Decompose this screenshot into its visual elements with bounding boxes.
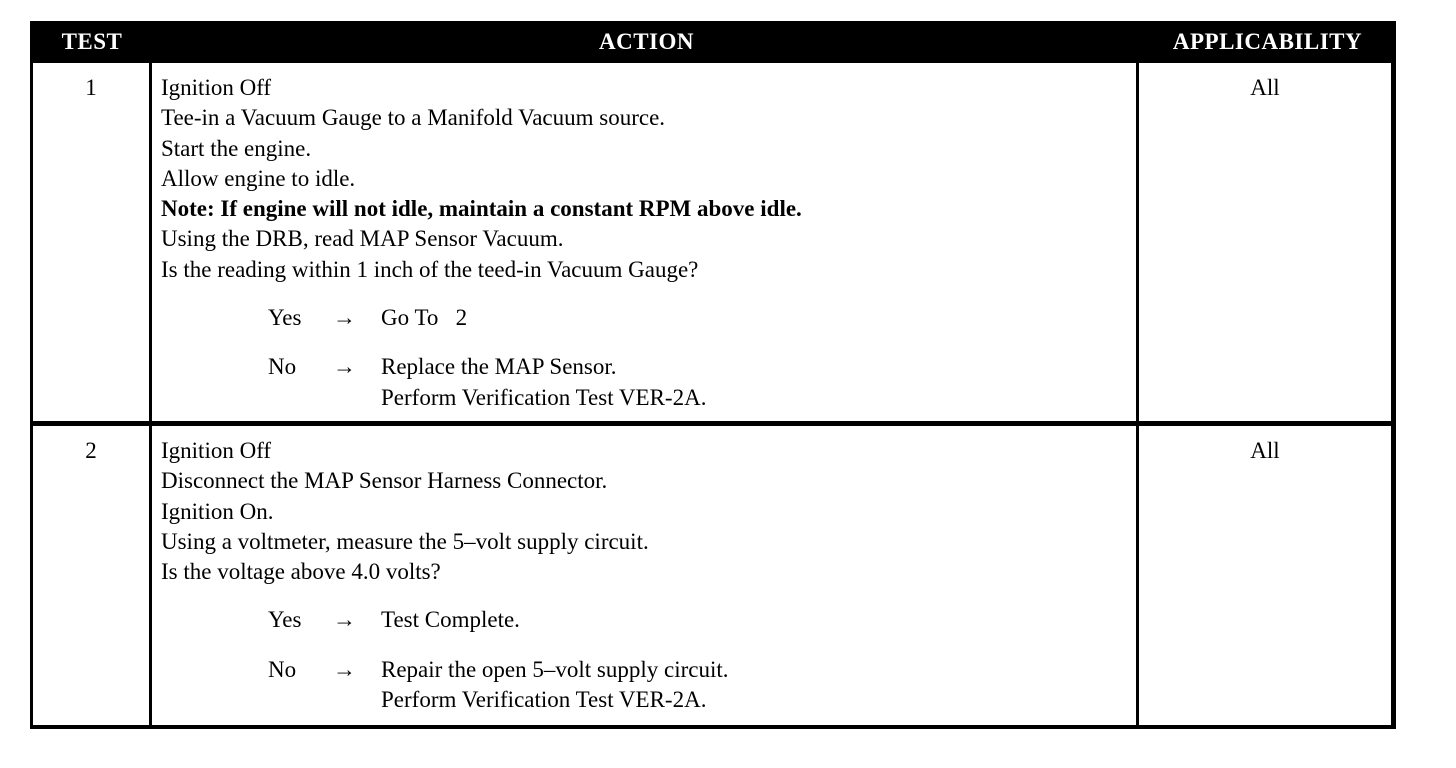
header-action: ACTION [598,29,694,54]
table-header [30,21,1396,62]
action-step: Start the engine. [161,135,312,161]
no-result-verification: Perform Verification Test VER-2A. [381,687,707,713]
action-step: Ignition Off [161,75,272,100]
yes-result: Go To 2 [381,305,468,331]
test-number-cell [33,426,149,725]
action-step: Ignition On. [161,498,274,524]
arrow-icon: → [333,354,356,380]
yes-result: Test Complete. [381,607,520,633]
action-step: Tee-in a Vacuum Gauge to a Manifold Vacuum source. [161,105,666,131]
arrow-icon: → [333,305,356,331]
no-response [161,655,1136,685]
yes-label: Yes [268,305,302,331]
applicability-cell [1139,426,1391,725]
action-step: Using the DRB, read MAP Sensor Vacuum. [161,226,564,252]
no-result: Replace the MAP Sensor. [381,354,617,380]
diagnostic-test-table [30,21,1396,729]
action-step: Ignition Off [161,438,272,463]
no-result: Repair the open 5–volt supply circuit. [381,656,729,682]
action-step: Disconnect the MAP Sensor Harness Connector. [161,468,608,494]
yes-response [161,605,1136,635]
arrow-icon: → [333,607,356,633]
yes-label: Yes [268,607,302,633]
action-cell [152,426,1136,725]
action-question: Is the reading within 1 inch of the teed-in Vacuum Gauge? [161,256,699,282]
header-applicability: APPLICABILITY [1172,29,1363,54]
test-number-cell [33,63,149,421]
test-number: 2 [85,438,97,463]
no-label: No [268,656,297,682]
action-question: Is the voltage above 4.0 volts? [161,559,441,585]
applicability-value: All [1250,438,1280,463]
action-step: Using a voltmeter, measure the 5–volt supply circuit. [161,528,649,554]
test-number: 1 [85,75,97,100]
no-label: No [268,354,297,380]
action-step: Allow engine to idle. [161,165,356,191]
action-cell [152,63,1136,421]
applicability-cell [1139,63,1391,421]
no-response-continued [161,383,1136,413]
applicability-value: All [1250,75,1280,100]
header-test: TEST [61,29,123,54]
no-response-continued [161,685,1136,715]
no-result-verification: Perform Verification Test VER-2A. [381,384,707,410]
arrow-icon: → [333,656,356,682]
action-note: Note: If engine will not idle, maintain a constant RPM above idle. [161,196,802,222]
no-response [161,352,1136,382]
yes-response [161,303,1136,333]
